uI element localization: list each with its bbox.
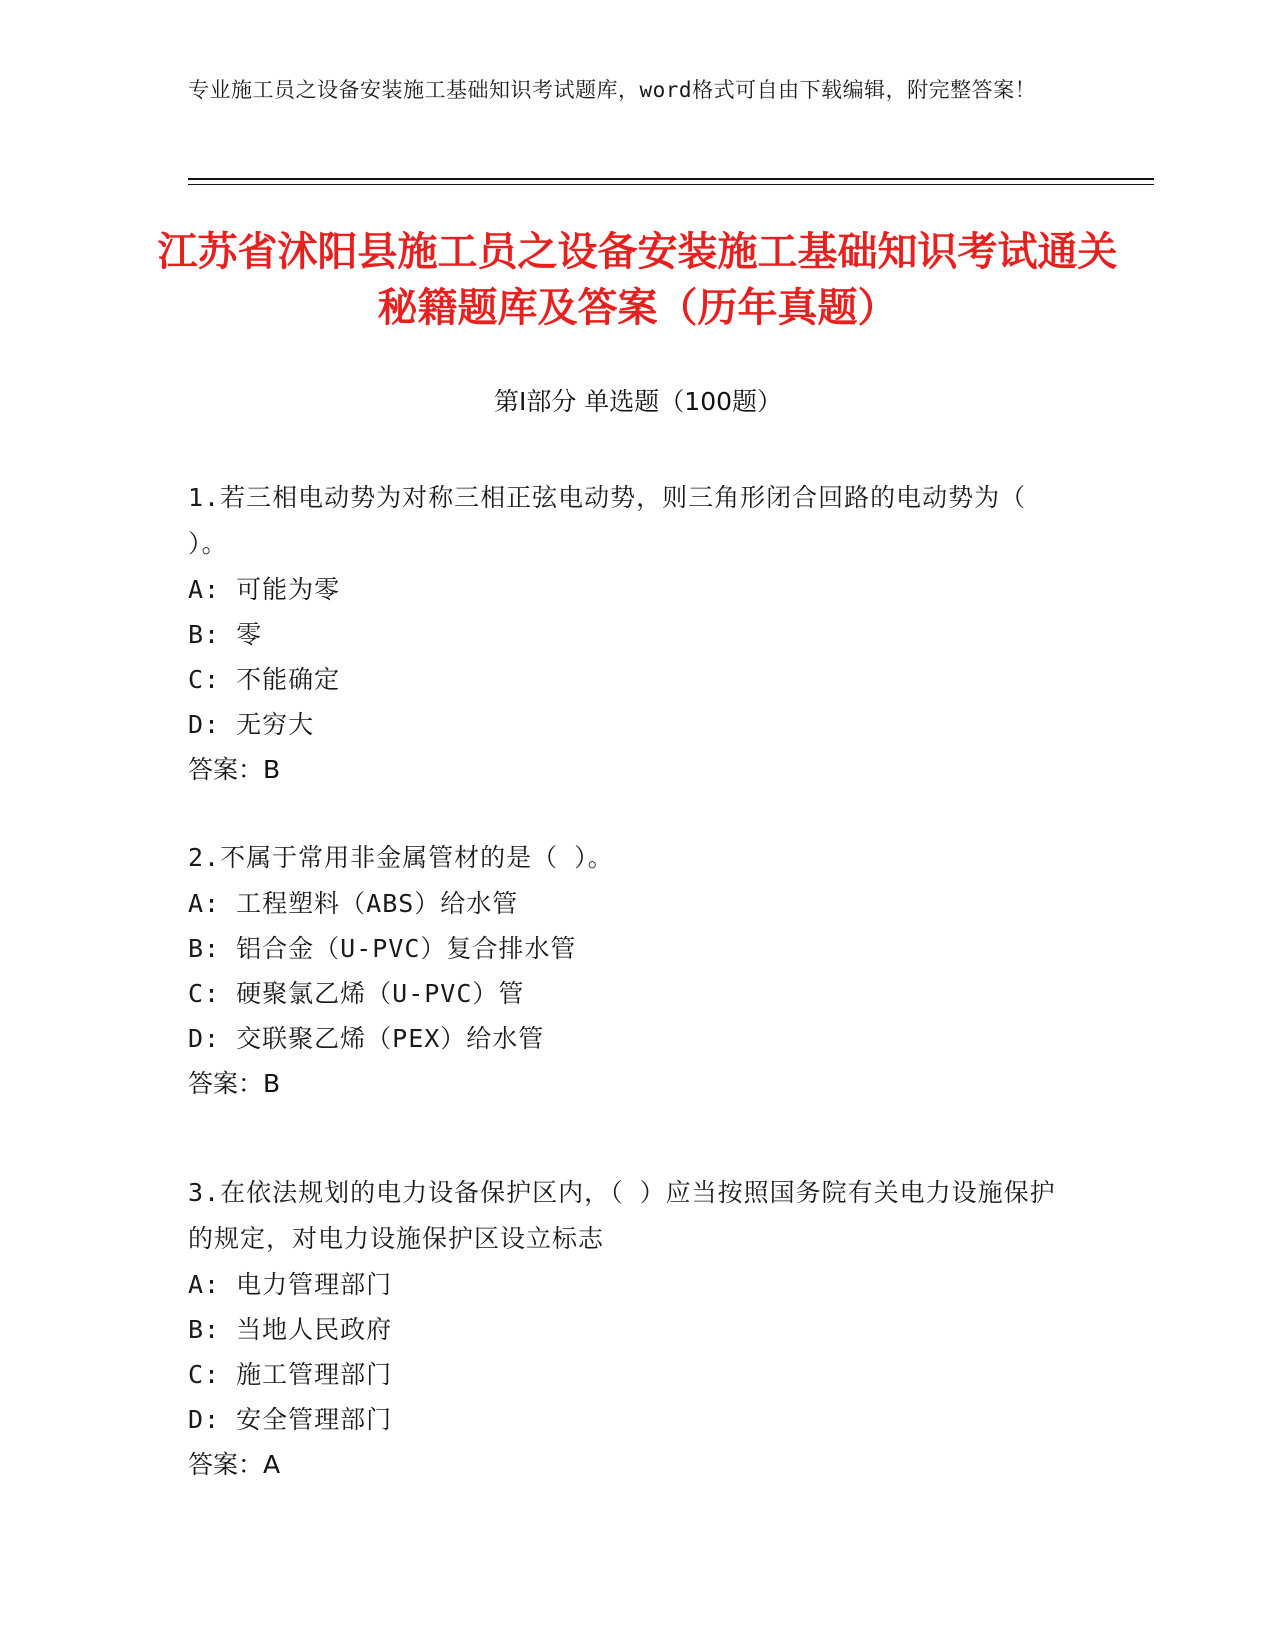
- question-stem: 1.若三相电动势为对称三相正弦电动势，则三角形闭合回路的电动势为（ ）。: [188, 483, 1027, 558]
- option-a: A: 工程塑料（ABS）给水管: [188, 889, 519, 918]
- question-stem: 2.不属于常用非金属管材的是（ ）。: [188, 843, 614, 872]
- option-d: D: 交联聚乙烯（PEX）给水管: [188, 1024, 545, 1053]
- option-b: B: 当地人民政府: [188, 1315, 393, 1344]
- header-note: 专业施工员之设备安装施工基础知识考试题库，word格式可自由下载编辑，附完整答案！: [188, 78, 1037, 102]
- question-stem: 3.在依法规划的电力设备保护区内，（ ）应当按照国务院有关电力设施保护的规定，对电力设施保护区设立标志: [188, 1178, 1056, 1253]
- section-title: 第Ⅰ部分 单选题（100题）: [493, 387, 783, 416]
- question-3: [188, 1170, 1078, 1487]
- option-d: D: 安全管理部门: [188, 1405, 393, 1434]
- question-2: [188, 835, 1078, 1106]
- option-a: A: 可能为零: [188, 575, 341, 604]
- header-divider-thin: [188, 184, 1154, 185]
- option-b: B: 零: [188, 620, 263, 649]
- option-c: C: 不能确定: [188, 665, 341, 694]
- option-c: C: 施工管理部门: [188, 1360, 393, 1389]
- header-divider-thick: [188, 178, 1154, 180]
- answer: 答案：B: [188, 1069, 281, 1098]
- option-a: A: 电力管理部门: [188, 1270, 393, 1299]
- option-b: B: 铝合金（U-PVC）复合排水管: [188, 934, 577, 963]
- document-title: 江苏省沭阳县施工员之设备安装施工基础知识考试通关秘籍题库及答案（历年真题）: [157, 229, 1118, 331]
- answer: 答案：B: [188, 755, 281, 784]
- option-d: D: 无穷大: [188, 710, 315, 739]
- question-1: [188, 475, 1078, 792]
- option-c: C: 硬聚氯乙烯（U-PVC）管: [188, 979, 525, 1008]
- answer: 答案：A: [188, 1450, 281, 1479]
